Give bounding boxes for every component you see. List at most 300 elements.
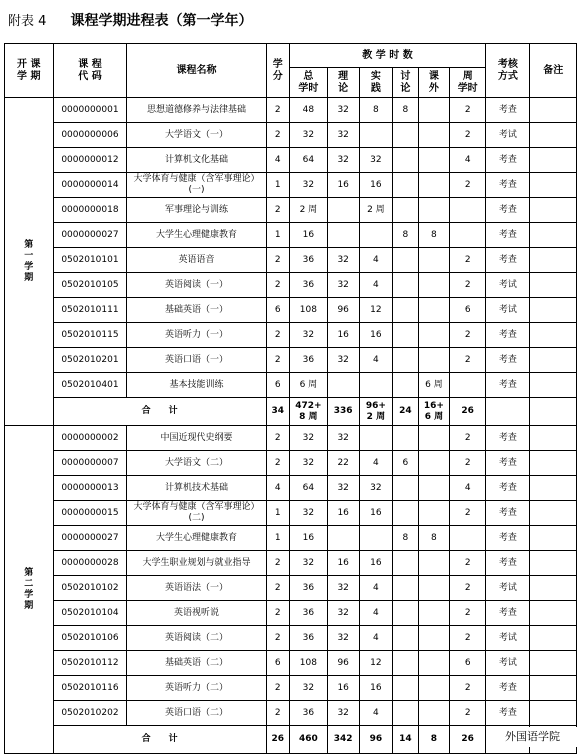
note-cell <box>530 576 577 601</box>
course-code: 0000000007 <box>53 451 127 476</box>
table-title: 课程学期进程表（第一学年） <box>70 13 253 29</box>
credits: 6 <box>266 651 289 676</box>
credits: 1 <box>266 223 289 248</box>
weekly-hours: 2 <box>450 626 486 651</box>
total-note-cell <box>530 398 577 426</box>
extracurricular-hours <box>418 476 450 501</box>
course-code: 0502010115 <box>53 323 127 348</box>
theory-hours <box>327 198 359 223</box>
practice-hours: 4 <box>359 348 393 373</box>
discussion-hours <box>393 626 418 651</box>
appendix-label: 附表 4 <box>8 14 47 29</box>
theory-hours: 32 <box>327 426 359 451</box>
weekly-hours <box>450 526 486 551</box>
header-exam-method: 考核 方式 <box>486 44 530 98</box>
practice-hours: 4 <box>359 626 393 651</box>
discussion-hours <box>393 248 418 273</box>
extracurricular-hours <box>418 248 450 273</box>
total-theory-hours: 342 <box>327 726 359 754</box>
exam-method: 考试 <box>486 123 530 148</box>
exam-method: 考查 <box>486 426 530 451</box>
extracurricular-hours: 8 <box>418 223 450 248</box>
course-code: 0502010116 <box>53 676 127 701</box>
practice-hours: 8 <box>359 98 393 123</box>
extracurricular-hours <box>418 298 450 323</box>
discussion-hours: 6 <box>393 451 418 476</box>
course-code: 0000000006 <box>53 123 127 148</box>
total-label: 合 计 <box>53 398 266 426</box>
credits: 2 <box>266 98 289 123</box>
exam-method: 考查 <box>486 198 530 223</box>
course-row <box>5 601 577 626</box>
footer-institution: 外国语学院 <box>505 727 581 747</box>
weekly-hours: 6 <box>450 651 486 676</box>
exam-method: 考查 <box>486 476 530 501</box>
exam-method: 考查 <box>486 701 530 726</box>
note-cell <box>530 348 577 373</box>
weekly-hours: 6 <box>450 298 486 323</box>
practice-hours: 16 <box>359 501 393 526</box>
theory-hours: 96 <box>327 298 359 323</box>
note-cell <box>530 426 577 451</box>
total-extracurricular-hours: 8 <box>418 726 450 754</box>
weekly-hours <box>450 373 486 398</box>
total-hours: 32 <box>289 123 327 148</box>
total-hours: 108 <box>289 651 327 676</box>
extracurricular-hours <box>418 701 450 726</box>
exam-method: 考查 <box>486 98 530 123</box>
discussion-hours <box>393 273 418 298</box>
header-weekly-hours: 周 学时 <box>450 68 486 98</box>
credits: 1 <box>266 501 289 526</box>
note-cell <box>530 323 577 348</box>
credits: 2 <box>266 323 289 348</box>
credits: 6 <box>266 298 289 323</box>
course-row <box>5 323 577 348</box>
practice-hours: 4 <box>359 576 393 601</box>
total-hours: 36 <box>289 576 327 601</box>
course-name: 计算机文化基础 <box>127 148 266 173</box>
practice-hours <box>359 223 393 248</box>
header-theory: 理 论 <box>327 68 359 98</box>
exam-method: 考查 <box>486 173 530 198</box>
course-row <box>5 626 577 651</box>
total-hours: 64 <box>289 148 327 173</box>
discussion-hours: 8 <box>393 526 418 551</box>
discussion-hours: 8 <box>393 98 418 123</box>
extracurricular-hours <box>418 348 450 373</box>
total-hours: 16 <box>289 223 327 248</box>
exam-method: 考查 <box>486 451 530 476</box>
total-hours: 32 <box>289 426 327 451</box>
note-cell <box>530 451 577 476</box>
course-row <box>5 701 577 726</box>
weekly-hours: 2 <box>450 501 486 526</box>
credits: 4 <box>266 148 289 173</box>
header-credits: 学 分 <box>266 44 289 98</box>
course-name: 英语阅读（二） <box>127 626 266 651</box>
discussion-hours <box>393 426 418 451</box>
header-extracurricular: 课 外 <box>418 68 450 98</box>
theory-hours: 16 <box>327 676 359 701</box>
note-cell <box>530 98 577 123</box>
course-row <box>5 248 577 273</box>
theory-hours: 32 <box>327 98 359 123</box>
weekly-hours: 2 <box>450 701 486 726</box>
note-cell <box>530 601 577 626</box>
extracurricular-hours <box>418 651 450 676</box>
weekly-hours: 2 <box>450 576 486 601</box>
extracurricular-hours <box>418 148 450 173</box>
table-body <box>5 98 577 754</box>
course-code: 0502010105 <box>53 273 127 298</box>
discussion-hours: 8 <box>393 223 418 248</box>
exam-method: 考查 <box>486 501 530 526</box>
course-row <box>5 298 577 323</box>
practice-hours: 32 <box>359 476 393 501</box>
theory-hours: 32 <box>327 701 359 726</box>
total-weekly-hours: 26 <box>450 726 486 754</box>
course-name: 军事理论与训练 <box>127 198 266 223</box>
theory-hours: 16 <box>327 551 359 576</box>
practice-hours: 2 周 <box>359 198 393 223</box>
theory-hours: 16 <box>327 173 359 198</box>
discussion-hours <box>393 601 418 626</box>
extracurricular-hours <box>418 123 450 148</box>
credits: 1 <box>266 173 289 198</box>
credits: 2 <box>266 676 289 701</box>
course-name: 英语语法（一） <box>127 576 266 601</box>
total-hours: 16 <box>289 526 327 551</box>
total-discussion-hours: 14 <box>393 726 418 754</box>
total-hours: 36 <box>289 248 327 273</box>
note-cell <box>530 626 577 651</box>
total-hours: 2 周 <box>289 198 327 223</box>
course-name: 大学体育与健康（含军事理论）(二) <box>127 501 266 526</box>
exam-method: 考查 <box>486 526 530 551</box>
exam-method: 考查 <box>486 148 530 173</box>
course-row <box>5 476 577 501</box>
total-practice-hours: 96+ 2 周 <box>359 398 393 426</box>
discussion-hours <box>393 173 418 198</box>
exam-method: 考查 <box>486 323 530 348</box>
theory-hours <box>327 373 359 398</box>
course-code: 0502010201 <box>53 348 127 373</box>
total-hours: 36 <box>289 626 327 651</box>
practice-hours: 16 <box>359 551 393 576</box>
total-hours: 36 <box>289 701 327 726</box>
course-row <box>5 348 577 373</box>
total-practice-hours: 96 <box>359 726 393 754</box>
course-row <box>5 501 577 526</box>
total-credits: 26 <box>266 726 289 754</box>
note-cell <box>530 551 577 576</box>
course-name: 大学体育与健康（含军事理论）(一) <box>127 173 266 198</box>
note-cell <box>530 198 577 223</box>
weekly-hours: 2 <box>450 426 486 451</box>
note-cell <box>530 476 577 501</box>
practice-hours <box>359 123 393 148</box>
practice-hours <box>359 526 393 551</box>
course-code: 0502010106 <box>53 626 127 651</box>
discussion-hours <box>393 501 418 526</box>
exam-method: 考查 <box>486 248 530 273</box>
weekly-hours: 2 <box>450 123 486 148</box>
credits: 4 <box>266 476 289 501</box>
weekly-hours <box>450 223 486 248</box>
theory-hours: 96 <box>327 651 359 676</box>
total-hours: 64 <box>289 476 327 501</box>
course-code: 0000000028 <box>53 551 127 576</box>
course-code: 0000000002 <box>53 426 127 451</box>
extracurricular-hours: 6 周 <box>418 373 450 398</box>
discussion-hours <box>393 198 418 223</box>
total-hours: 32 <box>289 323 327 348</box>
note-cell <box>530 273 577 298</box>
document-title <box>8 8 253 34</box>
extracurricular-hours: 8 <box>418 526 450 551</box>
course-code: 0000000001 <box>53 98 127 123</box>
course-code: 0502010202 <box>53 701 127 726</box>
course-name: 英语语音 <box>127 248 266 273</box>
header-discussion: 讨 论 <box>393 68 418 98</box>
weekly-hours: 2 <box>450 348 486 373</box>
theory-hours <box>327 223 359 248</box>
discussion-hours <box>393 701 418 726</box>
practice-hours: 12 <box>359 298 393 323</box>
weekly-hours: 2 <box>450 273 486 298</box>
total-hours: 48 <box>289 98 327 123</box>
credits: 2 <box>266 701 289 726</box>
theory-hours: 32 <box>327 248 359 273</box>
theory-hours <box>327 526 359 551</box>
practice-hours: 4 <box>359 273 393 298</box>
weekly-hours: 4 <box>450 148 486 173</box>
exam-method: 考试 <box>486 298 530 323</box>
credits: 2 <box>266 198 289 223</box>
course-row <box>5 373 577 398</box>
theory-hours: 32 <box>327 273 359 298</box>
total-exam-cell <box>486 398 530 426</box>
exam-method: 考查 <box>486 601 530 626</box>
extracurricular-hours <box>418 576 450 601</box>
exam-method: 考试 <box>486 626 530 651</box>
theory-hours: 16 <box>327 501 359 526</box>
total-hours: 6 周 <box>289 373 327 398</box>
credits: 2 <box>266 576 289 601</box>
credits: 2 <box>266 123 289 148</box>
course-code: 0000000018 <box>53 198 127 223</box>
theory-hours: 32 <box>327 123 359 148</box>
total-discussion-hours: 24 <box>393 398 418 426</box>
note-cell <box>530 501 577 526</box>
note-cell <box>530 223 577 248</box>
weekly-hours: 2 <box>450 323 486 348</box>
course-name: 大学生职业规划与就业指导 <box>127 551 266 576</box>
course-name: 英语听力（二） <box>127 676 266 701</box>
practice-hours <box>359 426 393 451</box>
weekly-hours: 2 <box>450 451 486 476</box>
course-code: 0000000014 <box>53 173 127 198</box>
practice-hours: 16 <box>359 323 393 348</box>
course-name: 基本技能训练 <box>127 373 266 398</box>
practice-hours <box>359 373 393 398</box>
extracurricular-hours <box>418 98 450 123</box>
course-row <box>5 676 577 701</box>
discussion-hours <box>393 576 418 601</box>
course-name: 基础英语（一） <box>127 298 266 323</box>
course-name: 计算机技术基础 <box>127 476 266 501</box>
course-row <box>5 173 577 198</box>
course-row <box>5 123 577 148</box>
course-name: 英语阅读（一） <box>127 273 266 298</box>
extracurricular-hours <box>418 601 450 626</box>
course-code: 0000000027 <box>53 223 127 248</box>
total-hours: 32 <box>289 676 327 701</box>
theory-hours: 32 <box>327 576 359 601</box>
course-name: 大学语文（一） <box>127 123 266 148</box>
practice-hours: 16 <box>359 173 393 198</box>
total-total-hours: 460 <box>289 726 327 754</box>
extracurricular-hours <box>418 426 450 451</box>
discussion-hours <box>393 148 418 173</box>
total-hours: 36 <box>289 601 327 626</box>
course-code: 0502010401 <box>53 373 127 398</box>
course-row <box>5 98 577 123</box>
course-name: 英语口语（一） <box>127 348 266 373</box>
credits: 2 <box>266 348 289 373</box>
credits: 2 <box>266 551 289 576</box>
extracurricular-hours <box>418 451 450 476</box>
extracurricular-hours <box>418 323 450 348</box>
practice-hours: 4 <box>359 451 393 476</box>
course-code: 0502010112 <box>53 651 127 676</box>
semester-total-row <box>5 398 577 426</box>
semester-label: 第 二 学 期 <box>5 426 54 754</box>
theory-hours: 32 <box>327 348 359 373</box>
course-schedule-table <box>4 43 577 754</box>
discussion-hours <box>393 651 418 676</box>
course-row <box>5 651 577 676</box>
course-code: 0502010104 <box>53 601 127 626</box>
course-name: 中国近现代史纲要 <box>127 426 266 451</box>
note-cell <box>530 173 577 198</box>
course-row <box>5 451 577 476</box>
course-name: 英语口语（二） <box>127 701 266 726</box>
course-row <box>5 526 577 551</box>
extracurricular-hours <box>418 626 450 651</box>
discussion-hours <box>393 298 418 323</box>
total-hours: 32 <box>289 551 327 576</box>
practice-hours: 4 <box>359 601 393 626</box>
extracurricular-hours <box>418 173 450 198</box>
weekly-hours: 2 <box>450 551 486 576</box>
header-total-hours: 总 学时 <box>289 68 327 98</box>
course-name: 英语视听说 <box>127 601 266 626</box>
total-credits: 34 <box>266 398 289 426</box>
course-name: 英语听力（一） <box>127 323 266 348</box>
note-cell <box>530 651 577 676</box>
credits: 2 <box>266 626 289 651</box>
exam-method: 考查 <box>486 551 530 576</box>
exam-method: 考试 <box>486 651 530 676</box>
weekly-hours: 2 <box>450 248 486 273</box>
course-name: 基础英语（二） <box>127 651 266 676</box>
practice-hours: 12 <box>359 651 393 676</box>
header-semester: 开 课 学 期 <box>5 44 54 98</box>
credits: 6 <box>266 373 289 398</box>
note-cell <box>530 123 577 148</box>
credits: 2 <box>266 273 289 298</box>
course-row <box>5 551 577 576</box>
extracurricular-hours <box>418 273 450 298</box>
header-course-name: 课程名称 <box>127 44 266 98</box>
exam-method: 考试 <box>486 576 530 601</box>
course-code: 0502010102 <box>53 576 127 601</box>
theory-hours: 16 <box>327 323 359 348</box>
course-code: 0502010111 <box>53 298 127 323</box>
total-total-hours: 472+ 8 周 <box>289 398 327 426</box>
discussion-hours <box>393 123 418 148</box>
total-weekly-hours: 26 <box>450 398 486 426</box>
exam-method: 考查 <box>486 373 530 398</box>
course-row <box>5 576 577 601</box>
weekly-hours: 4 <box>450 476 486 501</box>
discussion-hours <box>393 348 418 373</box>
note-cell <box>530 676 577 701</box>
course-name: 大学生心理健康教育 <box>127 526 266 551</box>
note-cell <box>530 298 577 323</box>
course-code: 0000000012 <box>53 148 127 173</box>
discussion-hours <box>393 676 418 701</box>
course-name: 大学语文（二） <box>127 451 266 476</box>
discussion-hours <box>393 323 418 348</box>
semester-total-row <box>5 726 577 754</box>
theory-hours: 32 <box>327 601 359 626</box>
extracurricular-hours <box>418 551 450 576</box>
note-cell <box>530 148 577 173</box>
header-practice: 实 践 <box>359 68 393 98</box>
total-hours: 36 <box>289 273 327 298</box>
total-hours: 36 <box>289 348 327 373</box>
practice-hours: 4 <box>359 701 393 726</box>
course-code: 0000000015 <box>53 501 127 526</box>
total-theory-hours: 336 <box>327 398 359 426</box>
theory-hours: 32 <box>327 626 359 651</box>
credits: 2 <box>266 451 289 476</box>
course-row <box>5 426 577 451</box>
header-course-code: 课 程 代 码 <box>53 44 127 98</box>
extracurricular-hours <box>418 501 450 526</box>
exam-method: 考查 <box>486 223 530 248</box>
extracurricular-hours <box>418 198 450 223</box>
semester-label: 第 一 学 期 <box>5 98 54 426</box>
exam-method: 考查 <box>486 348 530 373</box>
course-row <box>5 198 577 223</box>
total-hours: 32 <box>289 501 327 526</box>
note-cell <box>530 248 577 273</box>
practice-hours: 16 <box>359 676 393 701</box>
practice-hours: 4 <box>359 248 393 273</box>
extracurricular-hours <box>418 676 450 701</box>
course-code: 0502010101 <box>53 248 127 273</box>
note-cell <box>530 701 577 726</box>
course-row <box>5 148 577 173</box>
header-teaching-hours: 教 学 时 数 <box>289 44 485 68</box>
weekly-hours: 2 <box>450 676 486 701</box>
discussion-hours <box>393 476 418 501</box>
weekly-hours: 2 <box>450 601 486 626</box>
